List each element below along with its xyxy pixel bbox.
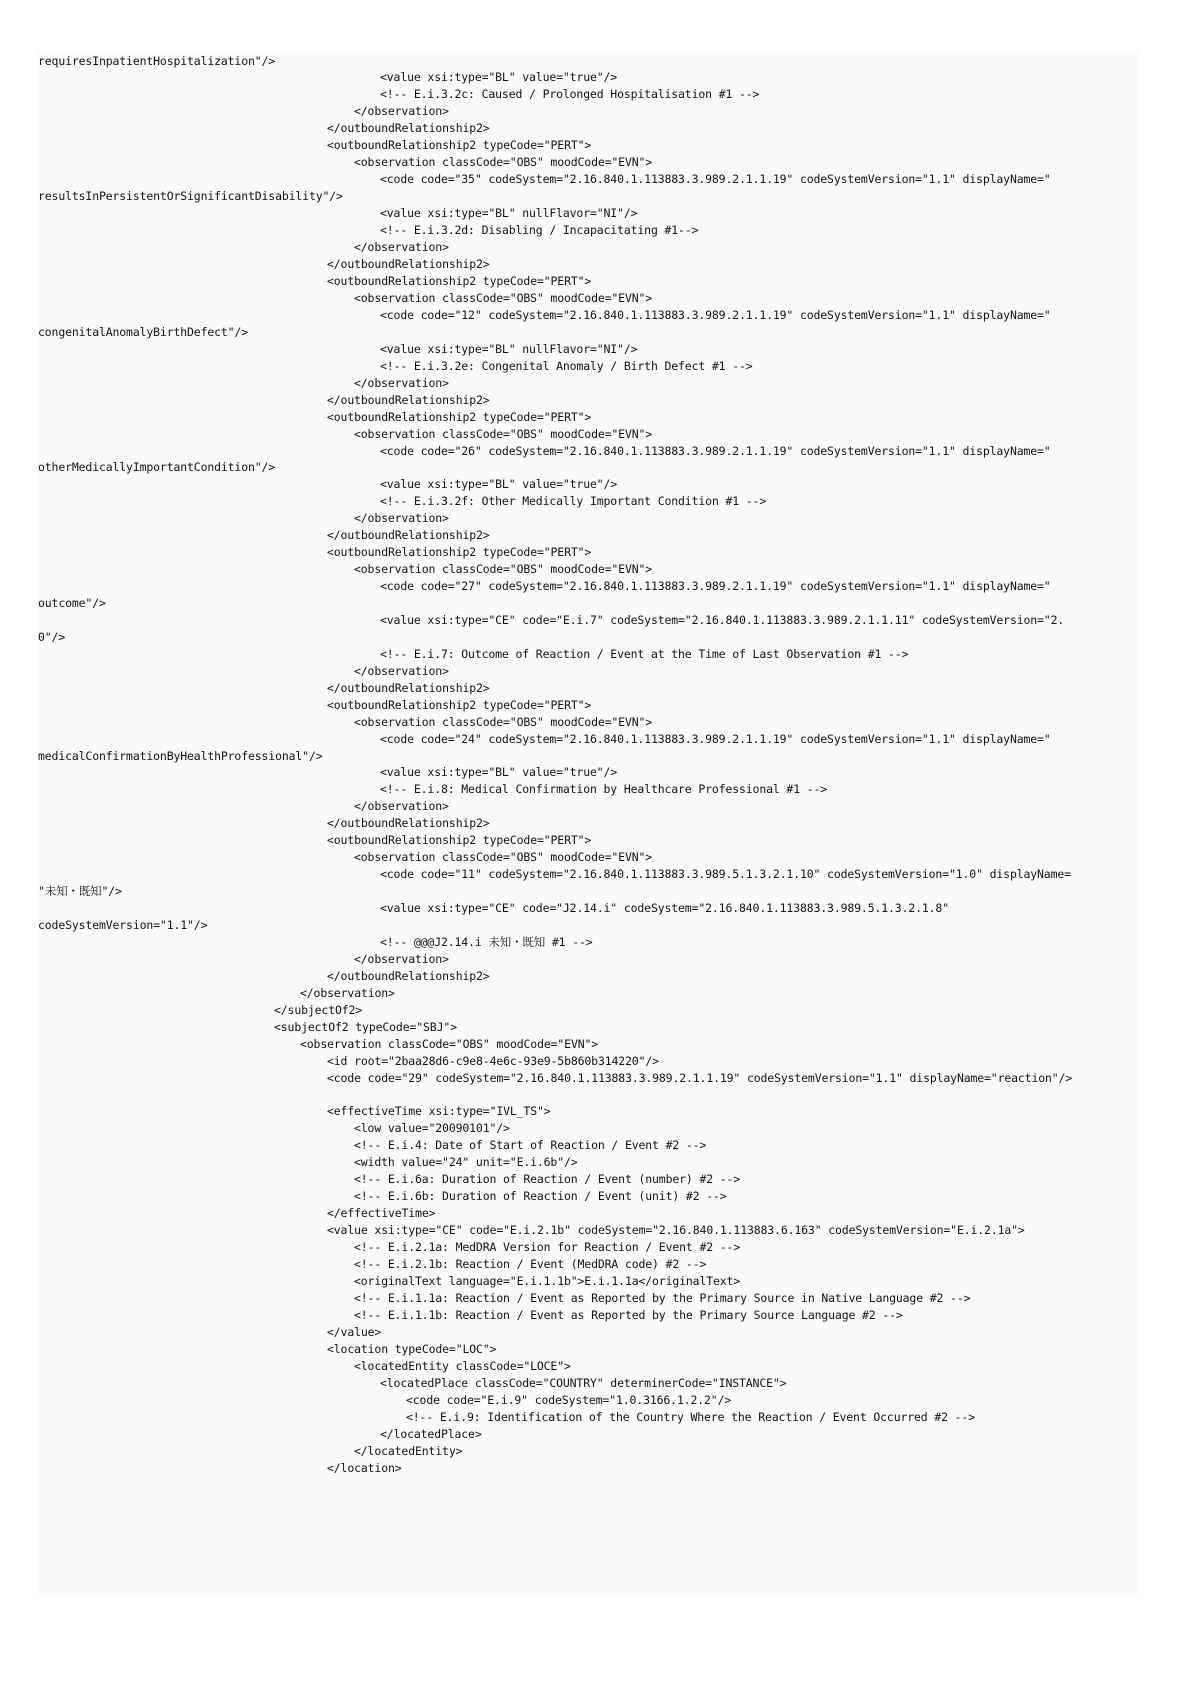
code-line: <!-- E.i.4: Date of Start of Reaction / Event #2 --> xyxy=(354,1138,707,1152)
code-line: </value> xyxy=(327,1325,382,1339)
code-line: <!-- E.i.3.2e: Congenital Anomaly / Birth Defect #1 --> xyxy=(380,359,753,373)
code-line: </observation> xyxy=(354,952,449,966)
code-line: </outboundRelationship2> xyxy=(327,393,490,407)
code-line: <!-- E.i.2.1b: Reaction / Event (MedDRA code) #2 --> xyxy=(354,1257,707,1271)
code-line: </outboundRelationship2> xyxy=(327,681,490,695)
code-line: <!-- E.i.7: Outcome of Reaction / Event at the Time of Last Observation #1 --> xyxy=(380,647,909,661)
code-line: <value xsi:type="BL" value="true"/> xyxy=(380,477,618,491)
code-line: congenitalAnomalyBirthDefect"/> xyxy=(38,325,248,339)
code-line: </observation> xyxy=(300,986,395,1000)
code-line: <!-- @@@J2.14.i 未知・既知 #1 --> xyxy=(380,935,593,949)
code-line: <value xsi:type="CE" code="J2.14.i" codeSystem="2.16.840.1.113883.3.989.5.1.3.2.1.8" xyxy=(380,901,949,915)
code-line: <value xsi:type="BL" value="true"/> xyxy=(380,765,618,779)
code-line: <observation classCode="OBS" moodCode="EVN"> xyxy=(354,291,653,305)
code-line: </observation> xyxy=(354,664,449,678)
code-line: <!-- E.i.2.1a: MedDRA Version for Reaction / Event #2 --> xyxy=(354,1240,741,1254)
code-line: <observation classCode="OBS" moodCode="EVN"> xyxy=(300,1037,599,1051)
code-line: <effectiveTime xsi:type="IVL_TS"> xyxy=(327,1104,551,1118)
code-line: otherMedicallyImportantCondition"/> xyxy=(38,460,276,474)
code-line: <outboundRelationship2 typeCode="PERT"> xyxy=(327,545,592,559)
code-line: <outboundRelationship2 typeCode="PERT"> xyxy=(327,138,592,152)
code-line: <observation classCode="OBS" moodCode="EVN"> xyxy=(354,155,653,169)
code-line: </outboundRelationship2> xyxy=(327,969,490,983)
code-line: </locatedEntity> xyxy=(354,1444,463,1458)
code-line: <locatedPlace classCode="COUNTRY" determinerCode="INSTANCE"> xyxy=(380,1376,787,1390)
code-line: <outboundRelationship2 typeCode="PERT"> xyxy=(327,274,592,288)
code-line: <observation classCode="OBS" moodCode="EVN"> xyxy=(354,850,653,864)
code-line: </outboundRelationship2> xyxy=(327,257,490,271)
code-line: <code code="E.i.9" codeSystem="1.0.3166.1.2.2"/> xyxy=(406,1393,732,1407)
code-line: <value xsi:type="CE" code="E.i.7" codeSystem="2.16.840.1.113883.3.989.2.1.1.11" codeSystemVersion="2. xyxy=(380,613,1065,627)
code-line: <width value="24" unit="E.i.6b"/> xyxy=(354,1155,578,1169)
code-line: outcome"/> xyxy=(38,596,106,610)
code-line: </outboundRelationship2> xyxy=(327,121,490,135)
code-line: <locatedEntity classCode="LOCE"> xyxy=(354,1359,571,1373)
code-line: <id root="2baa28d6-c9e8-4e6c-93e9-5b860b314220"/> xyxy=(327,1054,659,1068)
code-line: </locatedPlace> xyxy=(380,1427,482,1441)
code-line: </observation> xyxy=(354,240,449,254)
code-line: "未知・既知"/> xyxy=(38,884,122,898)
code-line: <originalText language="E.i.1.1b">E.i.1.1a</originalText> xyxy=(354,1274,741,1288)
code-line: </outboundRelationship2> xyxy=(327,816,490,830)
code-line: </observation> xyxy=(354,511,449,525)
code-line: <code code="27" codeSystem="2.16.840.1.113883.3.989.2.1.1.19" codeSystemVersion="1.1" displayName=" xyxy=(380,579,1051,593)
code-line: <outboundRelationship2 typeCode="PERT"> xyxy=(327,410,592,424)
code-line: </location> xyxy=(327,1461,402,1475)
code-line: <!-- E.i.8: Medical Confirmation by Healthcare Professional #1 --> xyxy=(380,782,828,796)
code-line: requiresInpatientHospitalization"/> xyxy=(38,54,276,68)
code-line: resultsInPersistentOrSignificantDisability"/> xyxy=(38,189,343,203)
code-line: codeSystemVersion="1.1"/> xyxy=(38,918,208,932)
code-line: <location typeCode="LOC"> xyxy=(327,1342,497,1356)
code-line: <!-- E.i.3.2f: Other Medically Important Condition #1 --> xyxy=(380,494,767,508)
code-line: </observation> xyxy=(354,376,449,390)
code-line: <observation classCode="OBS" moodCode="EVN"> xyxy=(354,562,653,576)
code-line: <!-- E.i.3.2c: Caused / Prolonged Hospitalisation #1 --> xyxy=(380,87,760,101)
code-line: <value xsi:type="BL" nullFlavor="NI"/> xyxy=(380,206,638,220)
code-line: <value xsi:type="BL" nullFlavor="NI"/> xyxy=(380,342,638,356)
code-line: <observation classCode="OBS" moodCode="EVN"> xyxy=(354,715,653,729)
code-line: <!-- E.i.1.1a: Reaction / Event as Reported by the Primary Source in Native Language #2 --> xyxy=(354,1291,971,1305)
code-line: <code code="11" codeSystem="2.16.840.1.113883.3.989.5.1.3.2.1.10" codeSystemVersion="1.0" displayName= xyxy=(380,867,1071,881)
code-line: <!-- E.i.3.2d: Disabling / Incapacitating #1--> xyxy=(380,223,699,237)
code-line: <!-- E.i.6a: Duration of Reaction / Event (number) #2 --> xyxy=(354,1172,741,1186)
code-line: <code code="26" codeSystem="2.16.840.1.113883.3.989.2.1.1.19" codeSystemVersion="1.1" displayName=" xyxy=(380,444,1051,458)
code-line: medicalConfirmationByHealthProfessional"/> xyxy=(38,749,323,763)
code-line: </effectiveTime> xyxy=(327,1206,436,1220)
code-line: <!-- E.i.6b: Duration of Reaction / Event (unit) #2 --> xyxy=(354,1189,727,1203)
xml-code-block xyxy=(38,51,1138,1596)
code-line: <code code="29" codeSystem="2.16.840.1.113883.3.989.2.1.1.19" codeSystemVersion="1.1" displayName="reaction"/> xyxy=(327,1071,1073,1085)
code-line: <!-- E.i.1.1b: Reaction / Event as Reported by the Primary Source Language #2 --> xyxy=(354,1308,903,1322)
code-line: <subjectOf2 typeCode="SBJ"> xyxy=(274,1020,457,1034)
code-line: <value xsi:type="CE" code="E.i.2.1b" codeSystem="2.16.840.1.113883.6.163" codeSystemVersion="E.i.2.1a"> xyxy=(327,1223,1025,1237)
code-line: <outboundRelationship2 typeCode="PERT"> xyxy=(327,833,592,847)
code-line: <observation classCode="OBS" moodCode="EVN"> xyxy=(354,427,653,441)
code-line: <low value="20090101"/> xyxy=(354,1121,510,1135)
code-line: </subjectOf2> xyxy=(274,1003,363,1017)
code-line: <code code="24" codeSystem="2.16.840.1.113883.3.989.2.1.1.19" codeSystemVersion="1.1" displayName=" xyxy=(380,732,1051,746)
code-line: </observation> xyxy=(354,104,449,118)
code-line: </observation> xyxy=(354,799,449,813)
code-line: 0"/> xyxy=(38,630,66,644)
code-line: <code code="35" codeSystem="2.16.840.1.113883.3.989.2.1.1.19" codeSystemVersion="1.1" displayName=" xyxy=(380,172,1051,186)
code-line: <outboundRelationship2 typeCode="PERT"> xyxy=(327,698,592,712)
code-line: <code code="12" codeSystem="2.16.840.1.113883.3.989.2.1.1.19" codeSystemVersion="1.1" displayName=" xyxy=(380,308,1051,322)
code-line: <value xsi:type="BL" value="true"/> xyxy=(380,70,618,84)
code-line: <!-- E.i.9: Identification of the Country Where the Reaction / Event Occurred #2 --> xyxy=(406,1410,975,1424)
code-line: </outboundRelationship2> xyxy=(327,528,490,542)
